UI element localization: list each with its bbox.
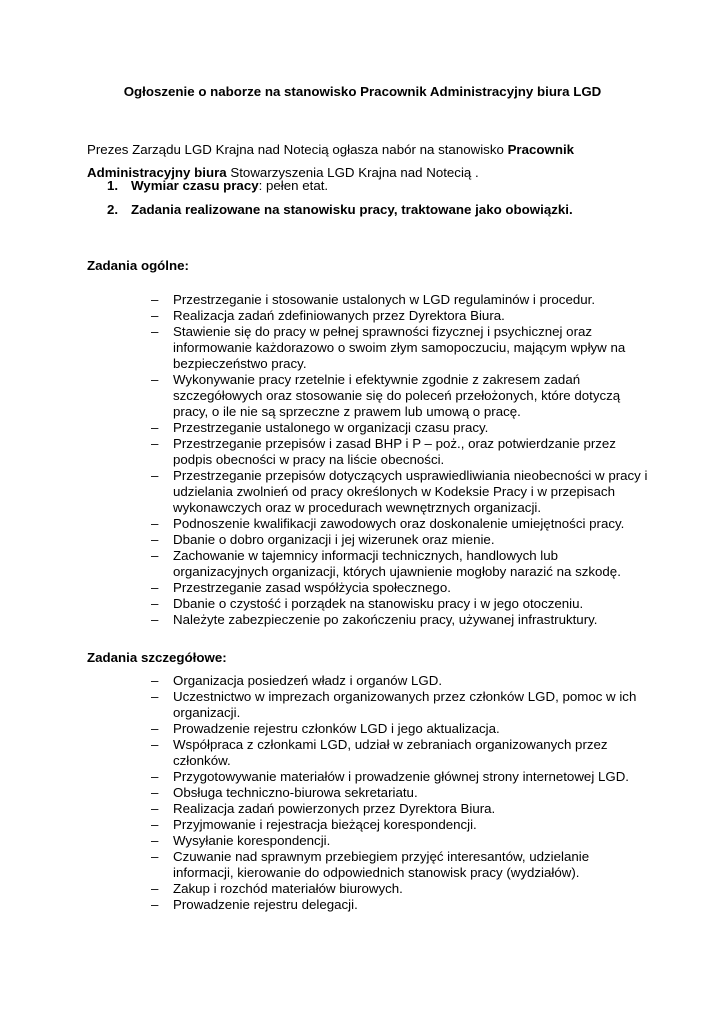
list-item: – Przestrzeganie ustalonego w organizacji czasu pracy. [148, 420, 648, 436]
numbered-list [87, 174, 667, 222]
list-item: – Czuwanie nad sprawnym przebiegiem przyjęć interesantów, udzielanie informacji, kierowanie do odpowiednich stanowisk pracy (wydziałów). [148, 849, 648, 881]
list-item: – Realizacja zadań zdefiniowanych przez Dyrektora Biura. [148, 308, 648, 324]
list-item: – Przestrzeganie przepisów dotyczących usprawiedliwiania nieobecności w pracy i udzielania zwolnień od pracy określonych w Kodeksie Pracy i w przepisach wykonawczych oraz w procedurach wewnętrznych organizacji. [148, 468, 648, 516]
item-bold-text: Wymiar czasu pracy [131, 178, 259, 193]
intro-position-name: Pracownik [507, 142, 575, 157]
list-item: – Przyjmowanie i rejestracja bieżącej korespondencji. [148, 817, 648, 833]
list-item: – Dbanie o czystość i porządek na stanowisku pracy i w jego otoczeniu. [148, 596, 648, 612]
list-item: – Przestrzeganie i stosowanie ustalonych w LGD regulaminów i procedur. [148, 292, 648, 308]
intro-text: Prezes Zarządu LGD Krajna nad Notecią ogłasza nabór na stanowisko [87, 142, 508, 157]
item-bold-text: Zadania realizowane na stanowisku pracy, traktowane jako obowiązki. [131, 202, 573, 217]
general-tasks-list [148, 292, 648, 628]
detailed-tasks-list [148, 673, 648, 913]
list-item: – Wykonywanie pracy rzetelnie i efektywnie zgodnie z zakresem zadań szczegółowych oraz stosowanie się do poleceń przełożonych, które dotyczą pracy, o ile nie są sprzeczne z prawem lub umową o pracę. [148, 372, 648, 420]
list-item: – Prowadzenie rejestru członków LGD i jego aktualizacja. [148, 721, 648, 737]
list-item: – Realizacja zadań powierzonych przez Dyrektora Biura. [148, 801, 648, 817]
numbered-item [87, 174, 667, 198]
list-item: – Prowadzenie rejestru delegacji. [148, 897, 648, 913]
general-tasks-heading: Zadania ogólne: [87, 258, 189, 273]
item-number: 2. [107, 202, 119, 217]
list-item: – Obsługa techniczno-biurowa sekretariatu. [148, 785, 648, 801]
item-text: : pełen etat. [258, 178, 329, 193]
list-item: – Zachowanie w tajemnicy informacji technicznych, handlowych lub organizacyjnych organizacji, których ujawnienie mogłoby narazić na szkodę. [148, 548, 648, 580]
item-number: 1. [107, 178, 119, 193]
list-item: – Przestrzeganie przepisów i zasad BHP i P – poż., oraz potwierdzanie przez podpis obecności w pracy na liście obecności. [148, 436, 648, 468]
list-item: – Podnoszenie kwalifikacji zawodowych oraz doskonalenie umiejętności pracy. [148, 516, 648, 532]
list-item: – Organizacja posiedzeń władz i organów LGD. [148, 673, 648, 689]
intro-line-1 [87, 138, 647, 161]
list-item: – Należyte zabezpieczenie po zakończeniu pracy, używanej infrastruktury. [148, 612, 648, 628]
list-item: – Dbanie o dobro organizacji i jej wizerunek oraz mienie. [148, 532, 648, 548]
list-item: – Stawienie się do pracy w pełnej sprawności fizycznej i psychicznej oraz informowanie każdorazowo o swoim złym samopoczuciu, mającym wpływ na bezpieczeństwo pracy. [148, 324, 648, 372]
page-title: Ogłoszenie o naborze na stanowisko Pracownik Administracyjny biura LGD [123, 84, 602, 99]
detailed-tasks-heading: Zadania szczegółowe: [87, 650, 227, 665]
intro-position-name-cont: Administracyjny biura [87, 165, 227, 180]
intro-text-suffix: Stowarzyszenia LGD Krajna nad Notecią . [226, 165, 479, 180]
list-item: – Przestrzeganie zasad współżycia społecznego. [148, 580, 648, 596]
list-item: – Zakup i rozchód materiałów biurowych. [148, 881, 648, 897]
list-item: – Przygotowywanie materiałów i prowadzenie głównej strony internetowej LGD. [148, 769, 648, 785]
list-item: – Wysyłanie korespondencji. [148, 833, 648, 849]
numbered-item [87, 198, 667, 222]
list-item: – Współpraca z członkami LGD, udział w zebraniach organizowanych przez członków. [148, 737, 648, 769]
list-item: – Uczestnictwo w imprezach organizowanych przez członków LGD, pomoc w ich organizacji. [148, 689, 648, 721]
